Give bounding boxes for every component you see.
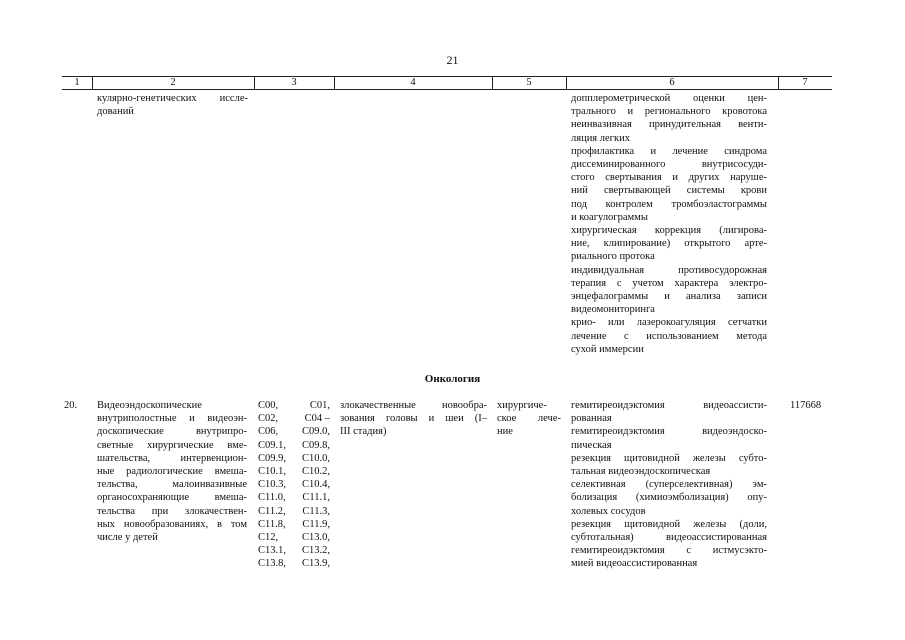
text-line: ние, клипирование) открытого арте- (571, 238, 767, 250)
row20-col3-right (288, 399, 330, 571)
text-line: трального и регионального кровотока (571, 106, 767, 118)
text-line: рованная (571, 413, 612, 425)
row20-col2 (97, 399, 247, 544)
icd-code: C11.9, (302, 518, 330, 530)
header-col-6: 6 (669, 77, 675, 88)
icd-code: C09.0, (301, 426, 330, 438)
text-line: хирургиче- (497, 400, 547, 411)
row20-col7-price: 117668 (790, 400, 822, 411)
text-line: под контролем тромбоэластограммы (571, 198, 767, 210)
icd-code: C09.1, (258, 439, 287, 451)
text-line: тальная видеоэндоскопическая (571, 466, 711, 478)
table-header-bottom-border (62, 89, 832, 90)
text-line: допплерометрической оценки цен- (571, 93, 767, 104)
text-line: холевых сосудов (571, 505, 646, 517)
header-col-4: 4 (410, 77, 416, 88)
header-col-7: 7 (802, 77, 808, 88)
continued-col2 (97, 92, 248, 118)
text-line: селективная (суперселективная) эм- (571, 479, 767, 491)
text-line: мией видеоассистированная (571, 558, 698, 570)
text-line: тельства при злокачествен- (97, 505, 247, 517)
text-line: светные хирургические вме- (97, 439, 247, 451)
text-line: крио- или лазерокоагуляция сетчатки (571, 317, 767, 329)
row20-col5 (497, 399, 561, 439)
icd-code: C02, (258, 413, 279, 425)
header-col-5: 5 (526, 77, 532, 88)
text-line: зования головы и шеи (I– (340, 413, 487, 425)
text-line: шательства, интервенцион- (97, 452, 247, 464)
icd-code: C11.0, (258, 492, 286, 504)
icd-code: C09.8, (301, 439, 330, 451)
icd-code: C12, (258, 532, 279, 544)
text-line: резекция щитовидной железы субто- (571, 452, 767, 464)
text-line: ний свертывающей системы крови (571, 185, 767, 197)
text-line: злокачественные новообра- (340, 400, 487, 411)
text-line: резекция щитовидной железы (доли, (571, 518, 767, 530)
text-line: тельства, малоинвазивные (97, 479, 247, 491)
text-line: стого свертывания и других наруше- (571, 172, 767, 184)
text-line: энцефалограммы и анализа записи (571, 291, 767, 303)
header-col-3: 3 (291, 77, 297, 88)
text-line: кулярно-генетических иссле- (97, 93, 248, 104)
text-line: терапия с учетом характера электро- (571, 277, 767, 289)
icd-code: C13.9, (301, 558, 330, 570)
icd-code: C09.9, (258, 452, 287, 464)
icd-code: C13.2, (301, 545, 330, 557)
row-number: 20. (64, 400, 78, 411)
text-line: Видеоэндоскопические (97, 400, 202, 411)
icd-code: C13.8, (258, 558, 287, 570)
icd-code: C13.1, (258, 545, 287, 557)
text-line: лечение с использованием метода (571, 330, 767, 342)
text-line: дований (97, 106, 134, 118)
text-line: индивидуальная противосудорожная (571, 264, 767, 276)
text-line: гемитиреоидэктомия видеоассисти- (571, 400, 767, 411)
icd-code: C13.0, (301, 532, 330, 544)
header-col-1: 1 (74, 77, 80, 88)
text-line: диссеминированного внутрисосуди- (571, 159, 767, 171)
text-line: риального протока (571, 251, 655, 263)
text-line: гемитиреоидэктомия видеоэндоско- (571, 426, 767, 438)
icd-code: C10.3, (258, 479, 287, 491)
icd-code: C10.2, (301, 466, 330, 478)
page-number: 21 (446, 53, 459, 67)
text-line: гемитиреоидэктомия с истмусэкто- (571, 545, 767, 557)
text-line: субтотальная) видеоассистированная (571, 532, 767, 544)
section-title: Онкология (424, 373, 481, 385)
text-line: профилактика и лечение синдрома (571, 145, 767, 157)
continued-col6 (571, 92, 767, 356)
row20-col6 (571, 399, 767, 571)
icd-code: C11.2, (258, 505, 286, 517)
icd-code: C10.4, (301, 479, 330, 491)
text-line: внутриполостные и видеоэн- (97, 413, 247, 425)
icd-code: C10.0, (301, 452, 330, 464)
text-line: ных новообразованиях, в том (97, 518, 247, 530)
header-col-2: 2 (170, 77, 176, 88)
text-line: доскопические внутрипро- (97, 426, 247, 438)
text-line: болизация (химиоэмболизация) опу- (571, 492, 767, 504)
text-line: ние (497, 426, 513, 438)
text-line: и коагулограммы (571, 211, 648, 223)
text-line: ляция легких (571, 132, 630, 144)
icd-code: C00, (258, 400, 279, 411)
text-line: органосохраняющие вмеша- (97, 492, 247, 504)
text-line: сухой иммерсии (571, 343, 644, 355)
text-line: III стадия) (340, 426, 387, 438)
icd-code: C11.1, (302, 492, 330, 504)
row20-col4 (340, 399, 487, 439)
icd-code: C10.1, (258, 466, 287, 478)
icd-code: C06, (258, 426, 279, 438)
icd-code: C11.8, (258, 518, 286, 530)
icd-code: C04 – (304, 413, 330, 425)
text-line: видеомониторинга (571, 304, 655, 316)
text-line: ское лече- (497, 413, 561, 425)
text-line: числе у детей (97, 532, 158, 544)
text-line: пическая (571, 439, 612, 451)
text-line: ные радиологические вмеша- (97, 466, 247, 478)
icd-code: C01, (309, 400, 330, 411)
icd-code: C11.3, (302, 505, 330, 517)
text-line: хирургическая коррекция (лигирова- (571, 225, 767, 237)
text-line: неинвазивная принудительная венти- (571, 119, 767, 131)
